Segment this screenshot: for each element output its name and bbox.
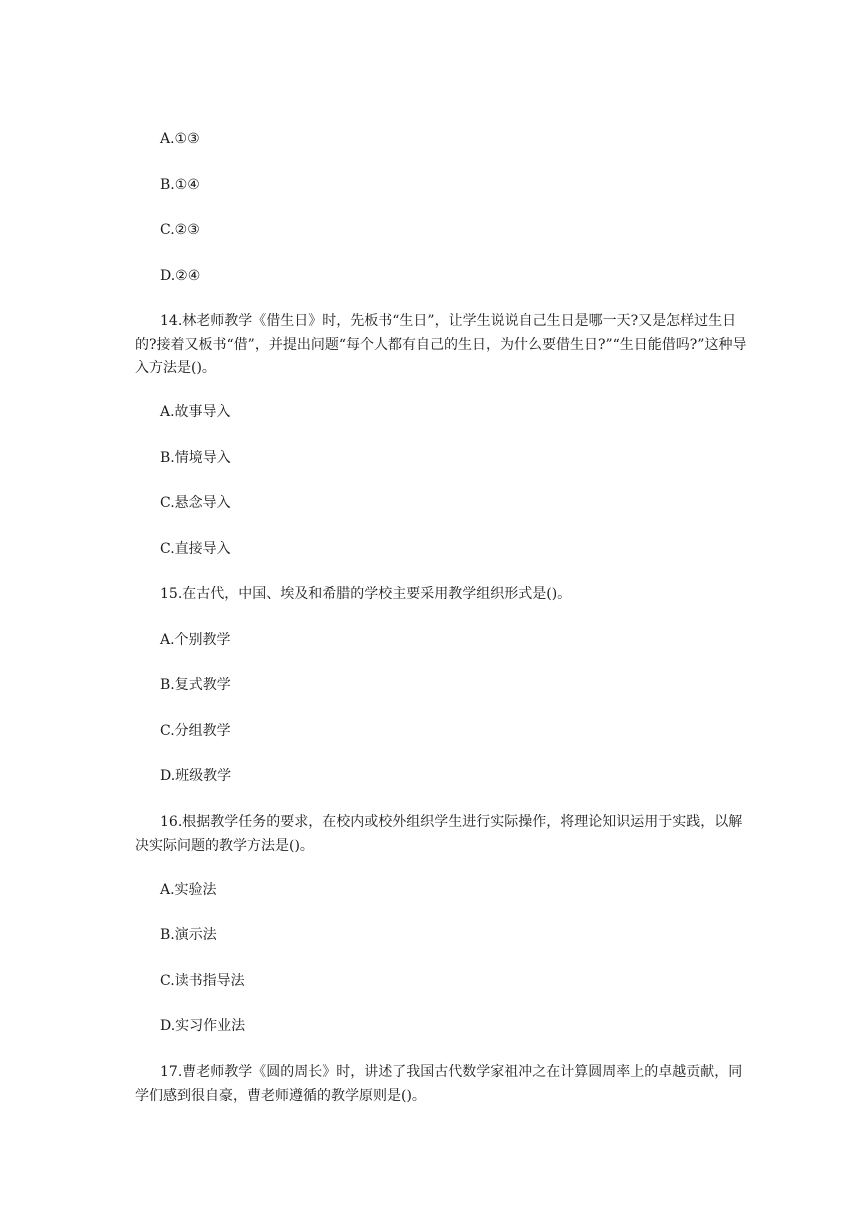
q15-option-c: C.分组教学 [160, 723, 231, 739]
q15-option-b: B.复式教学 [160, 677, 231, 693]
q16-option-d: D.实习作业法 [160, 1018, 246, 1034]
q16-option-c: C.读书指导法 [160, 973, 245, 989]
q16-option-a: A.实验法 [160, 882, 217, 898]
q14-option-b: B.情境导入 [160, 450, 231, 466]
q13-option-a: A.①③ [160, 131, 200, 147]
q14-option-a: A.故事导入 [160, 404, 231, 420]
q13-option-b: B.①④ [160, 177, 200, 193]
q14-option-d: C.直接导入 [160, 541, 231, 557]
q14-stem: 14.林老师教学《借生日》时，先板书“生日”，让学生说说自己生日是哪一天?又是怎样过生日的?接着又板书“借”，并提出问题“每个人都有自己的生日，为什么要借生日?”“生日能借吗?”这种导入方法是()。 [135, 313, 747, 376]
q14-option-c: C.悬念导入 [160, 495, 231, 511]
q17-stem: 17.曹老师教学《圆的周长》时，讲述了我国古代数学家祖冲之在计算圆周率上的卓越贡献，同学们感到很自豪，曹老师遵循的教学原则是()。 [135, 1064, 743, 1104]
q15-stem: 15.在古代，中国、埃及和希腊的学校主要采用教学组织形式是()。 [160, 586, 572, 602]
q15-option-a: A.个别教学 [160, 632, 231, 648]
q16-stem: 16.根据教学任务的要求，在校内或校外组织学生进行实际操作，将理论知识运用于实践，以解决实际问题的教学方法是()。 [135, 814, 743, 854]
q16-option-b: B.演示法 [160, 927, 217, 943]
q15-option-d: D.班级教学 [160, 768, 232, 784]
q13-option-d: D.②④ [160, 268, 201, 284]
q13-option-c: C.②③ [160, 222, 200, 238]
